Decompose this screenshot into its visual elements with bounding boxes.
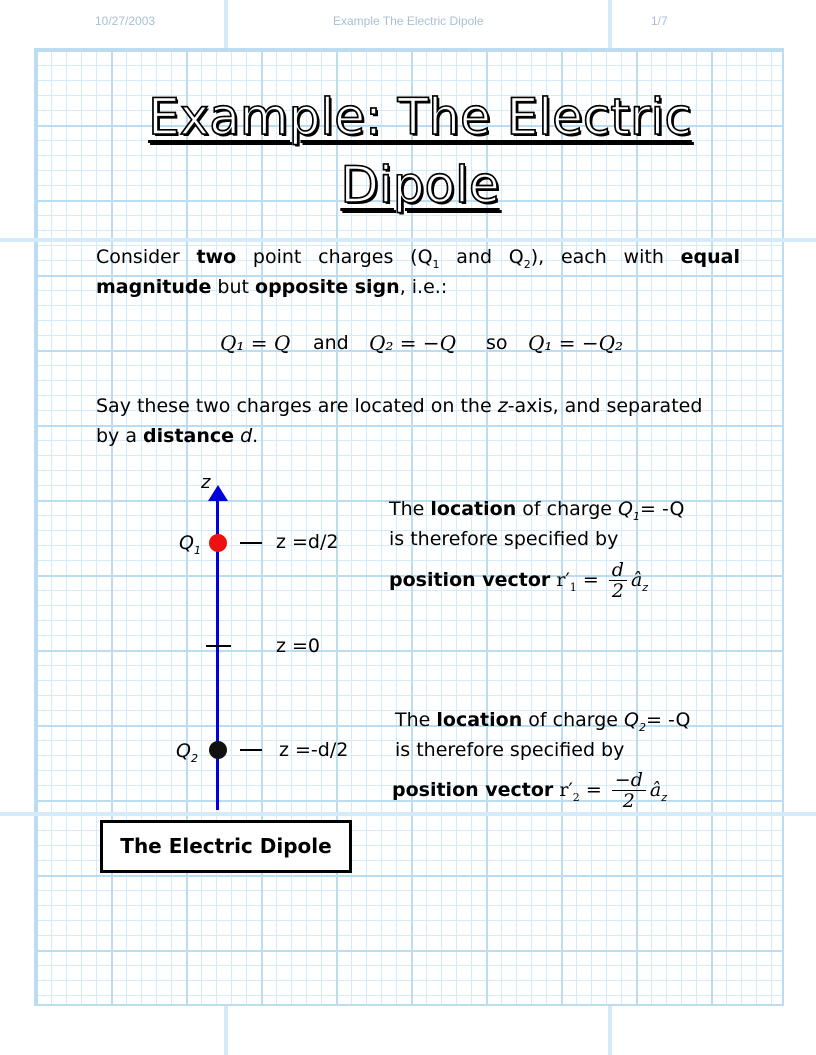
intro-line2: magnitude but opposite sign, i.e.: (96, 276, 448, 298)
q2-label: $Q_2$ (176, 740, 198, 765)
desc2-line1: The location of charge $Q_2= -Q$ (395, 709, 691, 734)
z-axis-arrow-icon (208, 485, 228, 501)
z-bottom-label: z =-d/2 (279, 739, 349, 761)
z-top-label: z =d/2 (276, 531, 339, 553)
desc1-line3: position vector $r'_1$ = $\frac{d}{2}$ $â_z$ (389, 559, 649, 602)
equation-so: so (486, 332, 508, 354)
charge-q2-dot (209, 741, 227, 759)
equation-and: and (313, 332, 349, 354)
para2-line2: by a distance d. (96, 425, 259, 447)
desc2-line2: is therefore specified by (395, 739, 625, 761)
page-title-line2: Dipole (340, 156, 500, 214)
header-doc-title: Example The Electric Dipole (333, 14, 484, 28)
header-page-number: 1/7 (651, 14, 668, 28)
desc2-line3: position vector $r'_2$ = $\frac{-d}{2}$ $â_z$ (392, 769, 667, 812)
equation-q2: Q₂ = −Q (369, 331, 457, 355)
header-date: 10/27/2003 (95, 14, 156, 28)
z-mid-label: z =0 (276, 635, 321, 657)
para2-line1: Say these two charges are located on the z-axis, and separated (96, 395, 703, 417)
diagram-caption: The Electric Dipole (100, 820, 352, 873)
equation-q1: Q₁ = Q (220, 331, 291, 355)
intro-line1: Consider two point charges ($Q_1$ and $Q_2$), each with equal (96, 246, 740, 271)
page-title-line1: Example: The Electric (148, 88, 692, 146)
desc1-line2: is therefore specified by (389, 528, 619, 550)
tick-top (240, 542, 262, 544)
tick-bottom (240, 749, 262, 751)
q1-label: $Q_1$ (179, 532, 201, 557)
desc1-line1: The location of charge $Q_1= -Q$ (389, 498, 685, 523)
charge-q1-dot (209, 534, 227, 552)
tick-origin (206, 645, 231, 647)
z-axis-label: z (201, 472, 211, 493)
equation-relation: Q₁ = −Q₂ (528, 331, 624, 355)
